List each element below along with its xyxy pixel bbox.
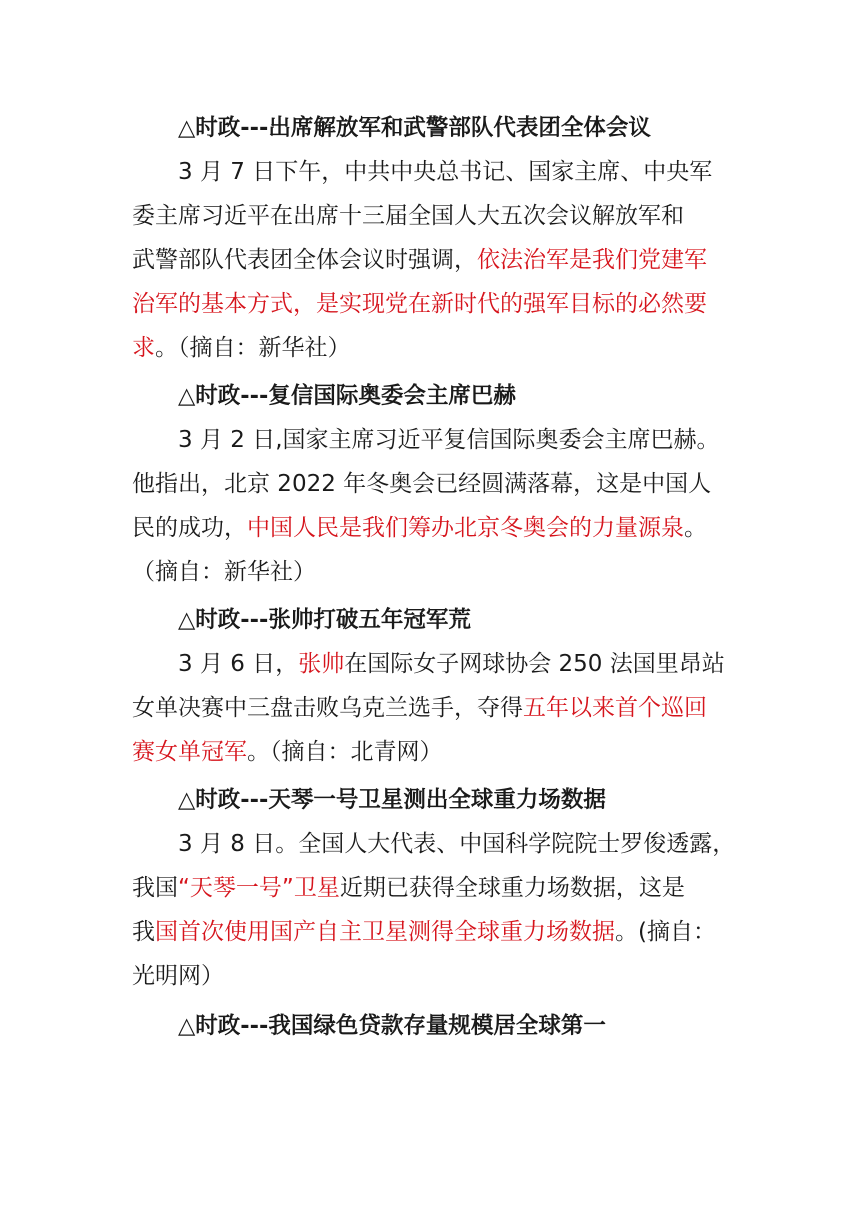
section-heading: △时政---复信国际奥委会主席巴赫 <box>178 383 516 409</box>
section-heading: △时政---我国绿色贷款存量规模居全球第一 <box>178 1013 606 1039</box>
highlighted-text: “天琴一号”卫星 <box>178 875 340 901</box>
paragraph-line <box>132 868 685 908</box>
paragraph-line <box>132 688 707 728</box>
highlighted-text: 求 <box>132 335 155 361</box>
paragraph-line <box>132 196 684 236</box>
text-run: 我国 <box>132 875 178 901</box>
text-run: 女单决赛中三盘击败乌克兰选手，夺得 <box>132 695 523 721</box>
source-citation: 光明网） <box>132 963 224 989</box>
paragraph-line <box>132 912 716 952</box>
section-heading: △时政---出席解放军和武警部队代表团全体会议 <box>178 115 651 141</box>
text-run: 3 月 8 日。全国人大代表、中国科学院院士罗俊透露， <box>178 831 736 857</box>
paragraph-line <box>132 508 707 548</box>
highlighted-text: 治军的基本方式，是实现党在新时代的强军目标的必然要 <box>132 291 707 317</box>
paragraph-line <box>132 284 707 324</box>
text-run: 他指出，北京 2022 年冬奥会已经圆满落幕，这是中国人 <box>132 471 712 497</box>
highlighted-text: 中国人民是我们筹办北京冬奥会的力量源泉 <box>247 515 684 541</box>
text-run: 民的成功， <box>132 515 247 541</box>
paragraph-line <box>178 420 720 460</box>
paragraph-line <box>132 552 316 592</box>
highlighted-text: 五年以来首个巡回 <box>523 695 707 721</box>
paragraph-line <box>178 152 712 192</box>
source-citation: （摘自：新华社） <box>132 559 316 585</box>
text-run: 我 <box>132 919 155 945</box>
highlighted-text: 国首次使用国产自主卫星测得全球重力场数据 <box>155 919 615 945</box>
paragraph-line <box>178 824 735 864</box>
source-citation: 。(摘自： <box>615 919 716 945</box>
text-run: 武警部队代表团全体会议时强调， <box>132 247 477 273</box>
paragraph-line <box>132 732 443 772</box>
text-run: 3 月 7 日下午，中共中央总书记、国家主席、中央军 <box>178 159 713 185</box>
text-run: 近期已获得全球重力场数据，这是 <box>339 875 685 901</box>
source-citation: 。（摘自：新华社） <box>155 335 351 361</box>
paragraph-line <box>178 644 725 684</box>
source-citation: 。（摘自：北青网） <box>247 739 443 765</box>
text-run: 3 月 2 日,国家主席习近平复信国际奥委会主席巴赫。 <box>178 427 720 453</box>
text-run: 委主席习近平在出席十三届全国人大五次会议解放军和 <box>132 203 684 229</box>
text-run: 3 月 6 日， <box>178 651 299 677</box>
section-heading: △时政---天琴一号卫星测出全球重力场数据 <box>178 787 606 813</box>
section-heading: △时政---张帅打破五年冠军荒 <box>178 607 471 633</box>
paragraph-line <box>132 328 351 368</box>
paragraph-line <box>132 956 224 996</box>
highlighted-text: 赛女单冠军 <box>132 739 247 765</box>
paragraph-line <box>132 240 707 280</box>
text-run: 。 <box>684 515 707 541</box>
paragraph-line <box>132 464 711 504</box>
highlighted-text: 张帅 <box>298 651 345 677</box>
highlighted-text: 依法治军是我们党建军 <box>477 247 707 273</box>
text-run: 在国际女子网球协会 250 法国里昂站 <box>344 651 725 677</box>
